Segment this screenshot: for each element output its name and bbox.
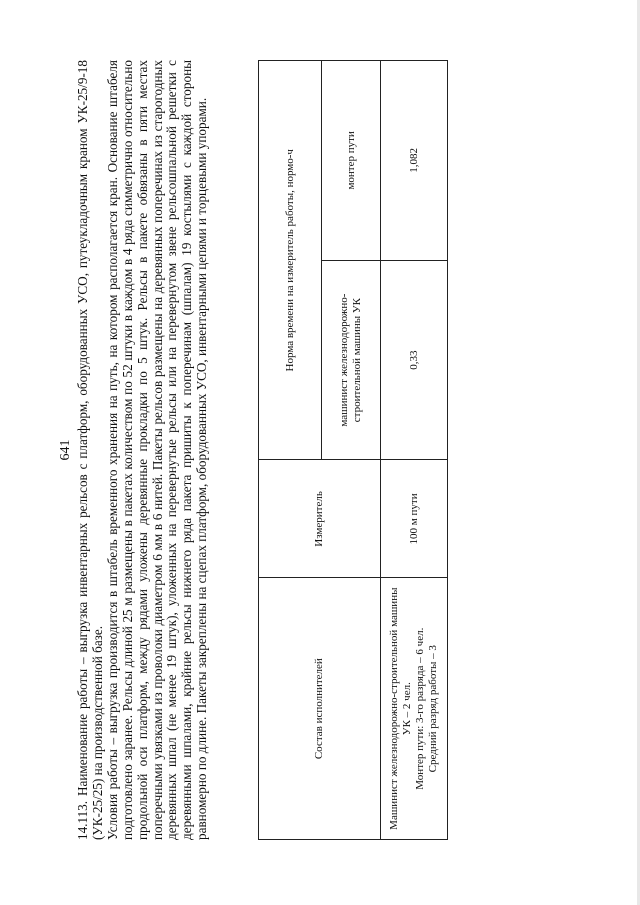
crew-line-1: Машинист железнодорожно-строительной машины УК – 2 чел. (388, 587, 413, 830)
unit-cell: 100 м пути (381, 460, 448, 578)
header-unit: Измеритель (259, 460, 381, 578)
crew-cell (381, 578, 448, 840)
operator-norm-cell: 0,33 (381, 260, 448, 460)
section-conditions: Условия работы – выгрузка производится в штабель временного хранения на путь, на котором располагается кран. Основание штабеля подготовлено заранее. Рельсы длиной 25 м размещены в пакетах количеством по 52 штуки в каждом в 4 ряда симметрично относительно продольной оси платформ, между рядами уложены деревянные прокладки по 5 штук. Рельсы в пакете обвязаны в пяти местах поперечными увязками из проволоки диаметром 6 мм в 6 нитей. Пакеты рельсов размещены на деревянных поперечинах из старогодных деревянных шпал (не менее 19 штук), уложенных на перевернутые рельсы или на перевернутом звене рельсошпальной решетки с деревянными шпалами, крайние рельсы нижнего ряда пакета пришиты к поперечинам (шпалам) 19 костылями с каждой стороны равномерно по длине. Пакеты закреплены на сцепах платформ, оборудованных УСО, инвентарными цепями и торцевыми упорами. (104, 60, 210, 840)
page-number: 641 (58, 439, 73, 461)
header-crew: Состав исполнителей (259, 578, 381, 840)
track-fitter-norm-cell: 1,082 (381, 61, 448, 261)
crew-line-2: Монтер пути: 3-го разряда – 6 чел. (414, 627, 426, 790)
subheader-operator: машинист железнодорожно-строительной машины УК (322, 260, 381, 460)
subheader-track-fitter: монтер пути (322, 61, 381, 261)
table-row (381, 61, 448, 840)
section-title: 14.113. Наименование работы – выгрузка инвентарных рельсов с платформ, оборудованных УСО, путеукладочным краном УК-25/9-18 (УК-25/25) на производственной базе. (75, 60, 105, 840)
section-text (76, 60, 210, 840)
crew-line-3: Средний разряд работы – 3 (427, 645, 439, 773)
rotated-content (60, 50, 620, 850)
header-norm: Норма времени на измеритель работы, нормо-ч (259, 61, 322, 460)
norm-table (258, 60, 448, 840)
